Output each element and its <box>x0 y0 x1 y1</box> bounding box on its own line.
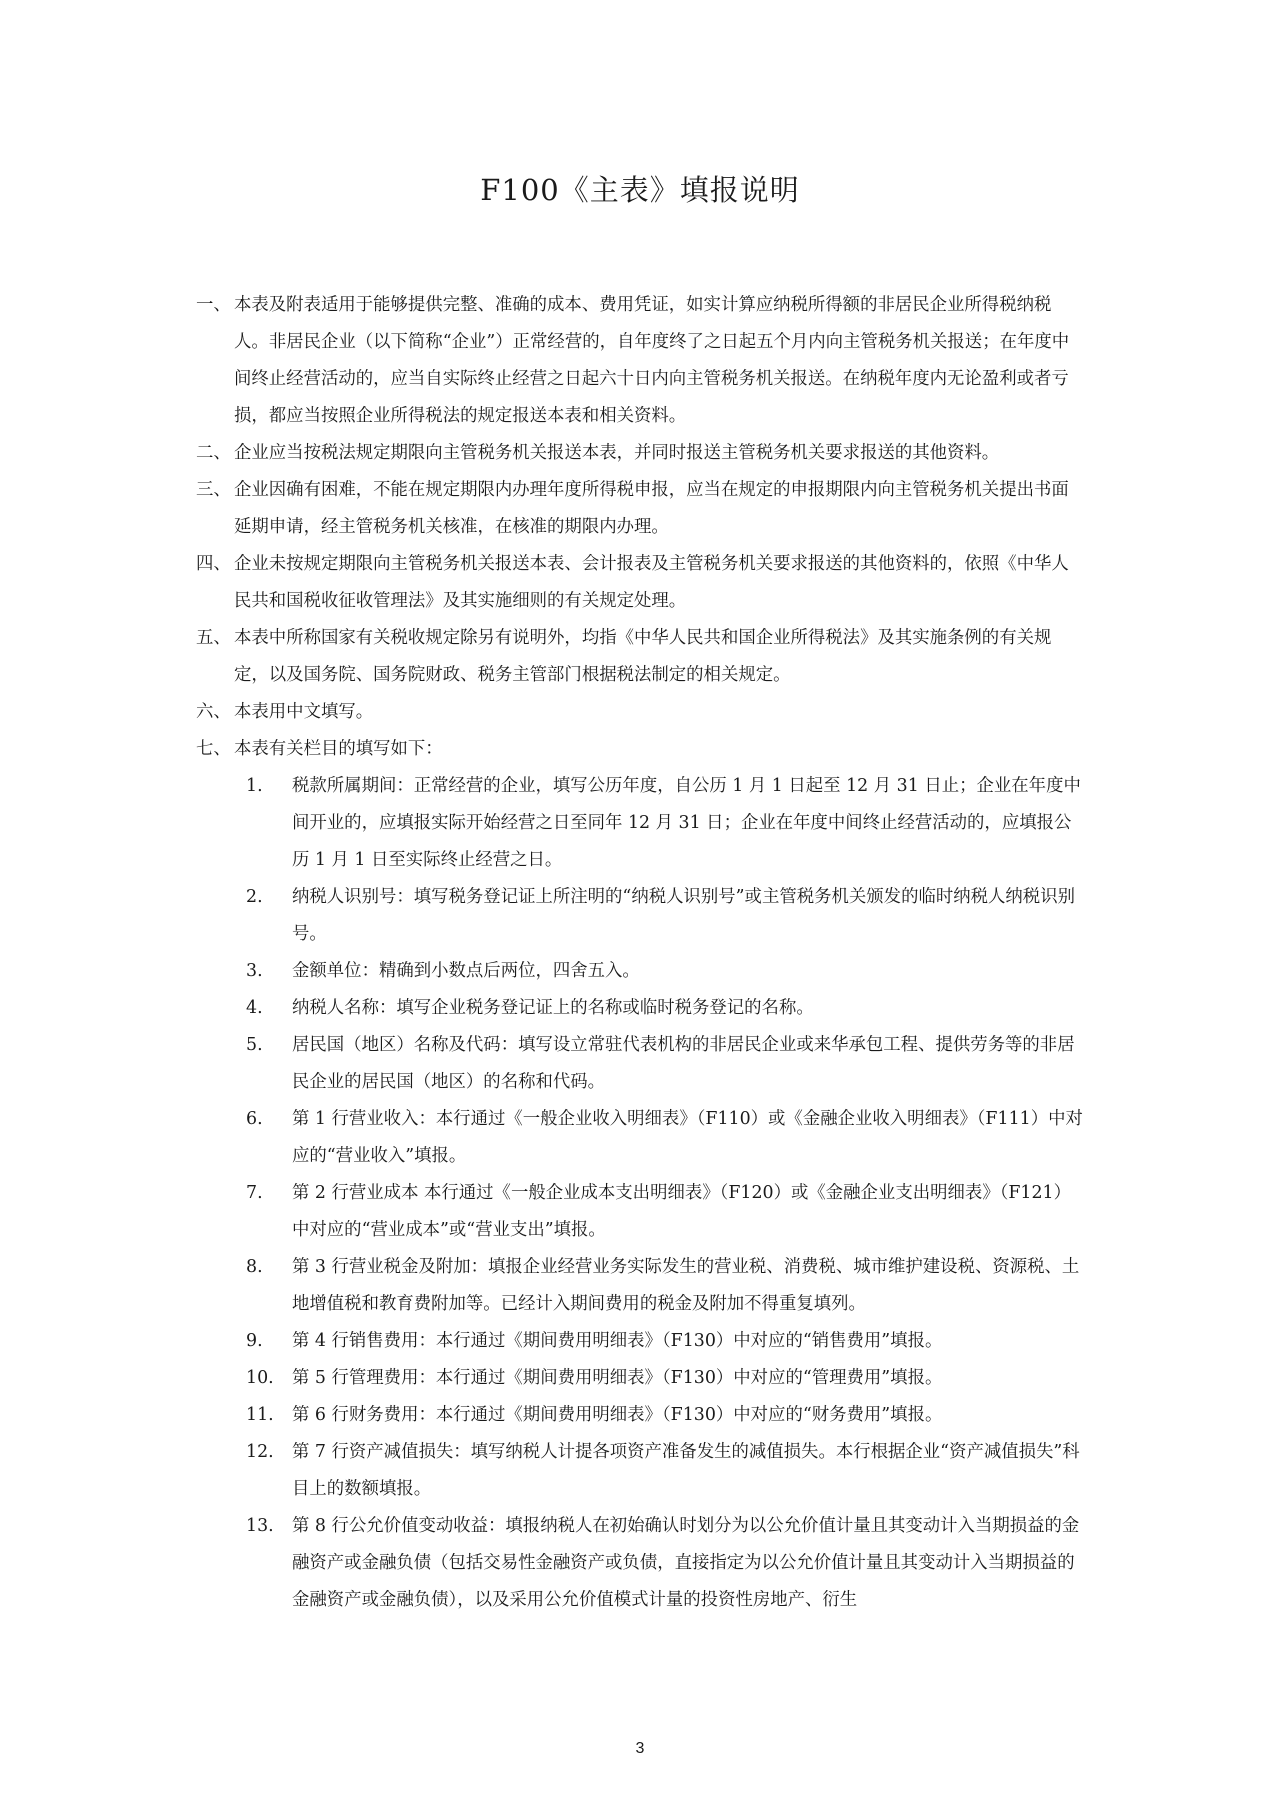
list-item <box>196 1323 1084 1360</box>
item-number: 5. <box>246 1035 263 1055</box>
item-number: 7. <box>246 1183 263 1203</box>
list-item <box>196 1175 1084 1249</box>
item-number: 2. <box>246 887 263 907</box>
field-instructions-list <box>196 768 1084 1619</box>
section-text: 本表及附表适用于能够提供完整、准确的成本、费用凭证，如实计算应纳税所得额的非居民企业所得税纳税人。非居民企业（以下简称“企业”）正常经营的，自年度终了之日起五个月内向主管税务机关报送；在年度中间终止经营活动的，应当自实际终止经营之日起六十日内向主管税务机关报送。在纳税年度内无论盈利或者亏损，都应当按照企业所得税法的规定报送本表和相关资料。 <box>234 295 1070 426</box>
list-item <box>196 1508 1084 1619</box>
section-number: 六、 <box>196 702 231 722</box>
item-number: 13. <box>246 1516 274 1536</box>
list-item <box>196 1101 1084 1175</box>
item-number: 12. <box>246 1442 274 1462</box>
section-text: 企业未按规定期限向主管税务机关报送本表、会计报表及主管税务机关要求报送的其他资料的，依照《中华人民共和国税收征收管理法》及其实施细则的有关规定处理。 <box>234 554 1069 611</box>
item-number: 8. <box>246 1257 263 1277</box>
section-number: 一、 <box>196 295 231 315</box>
list-item <box>196 990 1084 1027</box>
section-text: 本表有关栏目的填写如下： <box>234 739 443 759</box>
item-text: 第 1 行营业收入：本行通过《一般企业收入明细表》（F110）或《金融企业收入明细表》（F111）中对应的“营业收入”填报。 <box>292 1109 1083 1166</box>
list-item <box>196 768 1084 879</box>
item-text: 第 8 行公允价值变动收益：填报纳税人在初始确认时划分为以公允价值计量且其变动计入当期损益的金融资产或金融负债（包括交易性金融资产或负债，直接指定为以公允价值计量且其变动计入当期损益的金融资产或金融负债），以及采用公允价值模式计量的投资性房地产、衍生 <box>292 1516 1080 1610</box>
item-number: 11. <box>246 1405 274 1425</box>
section-text: 企业应当按税法规定期限向主管税务机关报送本表，并同时报送主管税务机关要求报送的其他资料。 <box>234 443 1000 463</box>
page-title: F100《主表》填报说明 <box>480 173 800 207</box>
item-text: 金额单位：精确到小数点后两位，四舍五入。 <box>292 961 640 981</box>
list-item <box>196 1397 1084 1434</box>
item-text: 税款所属期间：正常经营的企业，填写公历年度，自公历 1 月 1 日起至 12 月 31 日止；企业在年度中间开业的，应填报实际开始经营之日至同年 12 月 31 日；企业在年度中间终止经营活动的，应填报公历 1 月 1 日至实际终止经营之日。 <box>292 776 1081 870</box>
section-2 <box>196 435 1084 472</box>
section-number: 二、 <box>196 443 231 463</box>
item-text: 第 4 行销售费用：本行通过《期间费用明细表》（F130）中对应的“销售费用”填报。 <box>292 1331 943 1351</box>
instructions-body <box>196 287 1084 1619</box>
section-text: 本表中所称国家有关税收规定除另有说明外，均指《中华人民共和国企业所得税法》及其实施条例的有关规定，以及国务院、国务院财政、税务主管部门根据税法制定的相关规定。 <box>234 628 1052 685</box>
page-number: 3 <box>635 1740 645 1757</box>
section-5 <box>196 620 1084 694</box>
section-6 <box>196 694 1084 731</box>
section-number: 五、 <box>196 628 231 648</box>
section-text: 本表用中文填写。 <box>234 702 374 722</box>
list-item <box>196 879 1084 953</box>
item-number: 3. <box>246 961 263 981</box>
list-item <box>196 1360 1084 1397</box>
item-text: 第 7 行资产减值损失：填写纳税人计提各项资产准备发生的减值损失。本行根据企业“资产减值损失”科目上的数额填报。 <box>292 1442 1080 1499</box>
item-number: 9. <box>246 1331 263 1351</box>
item-text: 第 3 行营业税金及附加：填报企业经营业务实际发生的营业税、消费税、城市维护建设税、资源税、土地增值税和教育费附加等。已经计入期间费用的税金及附加不得重复填列。 <box>292 1257 1080 1314</box>
item-number: 1. <box>246 776 263 796</box>
section-3 <box>196 472 1084 546</box>
section-7 <box>196 731 1084 768</box>
section-number: 七、 <box>196 739 231 759</box>
item-text: 第 5 行管理费用：本行通过《期间费用明细表》（F130）中对应的“管理费用”填报。 <box>292 1368 943 1388</box>
item-number: 10. <box>246 1368 274 1388</box>
section-4 <box>196 546 1084 620</box>
item-text: 第 6 行财务费用：本行通过《期间费用明细表》（F130）中对应的“财务费用”填报。 <box>292 1405 943 1425</box>
section-number: 四、 <box>196 554 231 574</box>
list-item <box>196 1434 1084 1508</box>
list-item <box>196 953 1084 990</box>
list-item <box>196 1027 1084 1101</box>
section-1 <box>196 287 1084 435</box>
section-number: 三、 <box>196 480 231 500</box>
item-text: 居民国（地区）名称及代码：填写设立常驻代表机构的非居民企业或来华承包工程、提供劳务等的非居民企业的居民国（地区）的名称和代码。 <box>292 1035 1075 1092</box>
item-text: 第 2 行营业成本 本行通过《一般企业成本支出明细表》（F120）或《金融企业支出明细表》（F121）中对应的“营业成本”或“营业支出”填报。 <box>292 1183 1072 1240</box>
item-number: 6. <box>246 1109 263 1129</box>
item-number: 4. <box>246 998 263 1018</box>
list-item <box>196 1249 1084 1323</box>
item-text: 纳税人名称：填写企业税务登记证上的名称或临时税务登记的名称。 <box>292 998 814 1018</box>
section-text: 企业因确有困难，不能在规定期限内办理年度所得税申报，应当在规定的申报期限内向主管税务机关提出书面延期申请，经主管税务机关核准，在核准的期限内办理。 <box>234 480 1069 537</box>
item-text: 纳税人识别号：填写税务登记证上所注明的“纳税人识别号”或主管税务机关颁发的临时纳税人纳税识别号。 <box>292 887 1075 944</box>
